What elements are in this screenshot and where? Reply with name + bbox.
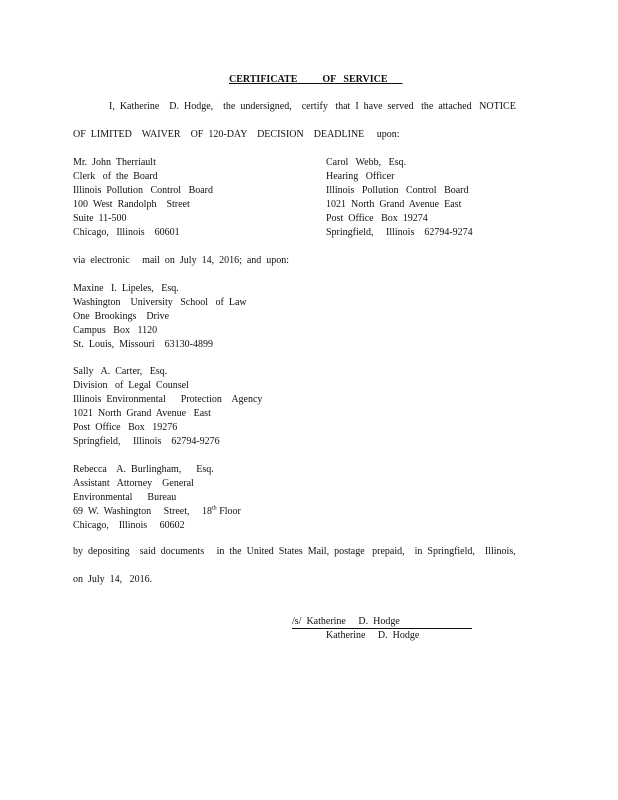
recipient-right-line: Illinois Pollution Control Board <box>326 185 469 196</box>
recipient-line: Maxine I. Lipeles, Esq. <box>73 283 179 294</box>
closing-line-1: by depositing said documents in the United States Mail, postage prepaid, in Springfield, Illinois, <box>73 546 516 557</box>
recipient-line: Environmental Bureau <box>73 492 177 503</box>
recipient-line: One Brookings Drive <box>73 311 170 322</box>
recipient-right-line: Springfield, Illinois 62794-9274 <box>326 227 473 238</box>
floor-text: Floor <box>216 506 241 517</box>
signature-printed-name: Katherine D. Hodge <box>326 630 420 641</box>
street-text: 69 W. Washington Street, 18 <box>73 506 213 517</box>
recipient-street-line <box>73 505 241 519</box>
recipient-line: 1021 North Grand Avenue East <box>73 408 211 419</box>
intro-line-1: I, Katherine D. Hodge, the undersigned, certify that I have served the attached NOTICE <box>109 101 516 112</box>
certificate-title: CERTIFICATE OF SERVICE <box>229 74 403 85</box>
recipient-line: Rebecca A. Burlingham, Esq. <box>73 464 214 475</box>
recipient-lipeles <box>73 282 247 352</box>
recipient-left-line: Mr. John Therriault <box>73 157 156 168</box>
recipient-line: Illinois Environmental Protection Agency <box>73 394 263 405</box>
recipient-right-line: Carol Webb, Esq. <box>326 157 407 168</box>
recipient-right-line: 1021 North Grand Avenue East <box>326 199 462 210</box>
signature-underline <box>292 628 472 629</box>
recipient-right-line: Hearing Officer <box>326 171 395 182</box>
recipient-line: Assistant Attorney General <box>73 478 194 489</box>
recipient-right-line: Post Office Box 19274 <box>326 213 428 224</box>
ordinal-suffix: th <box>212 505 217 512</box>
recipient-burlingham <box>73 463 241 533</box>
recipient-line: Campus Box 1120 <box>73 325 158 336</box>
recipient-left-line: Suite 11-500 <box>73 213 127 224</box>
closing-line-2: on July 14, 2016. <box>73 574 153 585</box>
recipient-right <box>326 156 473 240</box>
recipient-line: Post Office Box 19276 <box>73 422 178 433</box>
recipient-line: St. Louis, Missouri 63130-4899 <box>73 339 214 350</box>
recipient-line: Chicago, Illinois 60602 <box>73 520 185 531</box>
recipient-line: Washington University School of Law <box>73 297 247 308</box>
recipient-line: Division of Legal Counsel <box>73 380 189 391</box>
recipient-left-line: 100 West Randolph Street <box>73 199 190 210</box>
intro-line-2: OF LIMITED WAIVER OF 120-DAY DECISION DEADLINE upon: <box>73 129 400 140</box>
recipient-left <box>73 156 213 240</box>
via-line: via electronic mail on July 14, 2016; and upon: <box>73 255 290 266</box>
recipient-line: Sally A. Carter, Esq. <box>73 366 168 377</box>
recipient-left-line: Chicago, Illinois 60601 <box>73 227 180 238</box>
recipient-left-line: Illinois Pollution Control Board <box>73 185 214 196</box>
signature-signed: /s/ Katherine D. Hodge <box>292 616 400 627</box>
recipient-left-line: Clerk of the Board <box>73 171 158 182</box>
recipient-line: Springfield, Illinois 62794-9276 <box>73 436 220 447</box>
recipient-carter <box>73 365 262 449</box>
